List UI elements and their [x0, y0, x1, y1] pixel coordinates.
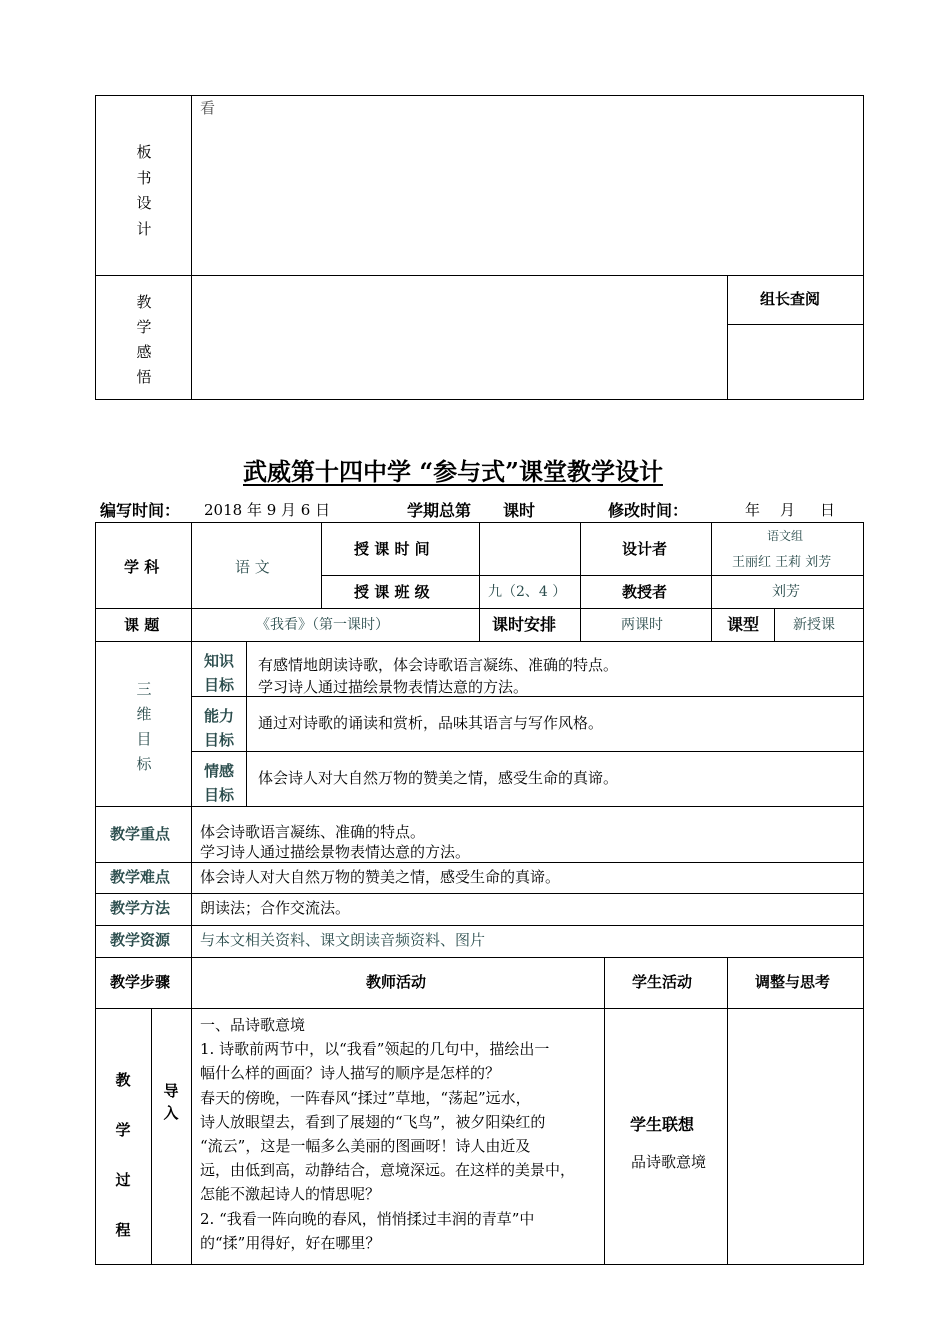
designer-group: 语文组: [767, 529, 804, 543]
revise-day: 日: [820, 501, 836, 519]
emotion-goal-text: 体会诗人对大自然万物的赞美之情，感受生命的真谛。: [258, 769, 619, 787]
label-line: 能力: [204, 707, 235, 725]
subject-label: 学 科: [124, 558, 160, 576]
label-char: 感: [136, 343, 152, 361]
board-design-label: [130, 140, 158, 242]
three-dimension-goals-label: [130, 677, 158, 777]
label-char: 教: [136, 293, 152, 311]
resources-text: 与本文相关资料、课文朗读音频资料、图片: [200, 931, 486, 949]
label-char: 入: [163, 1104, 179, 1122]
activity-line: 一、品诗歌意境: [200, 1016, 306, 1034]
label-char: 计: [136, 219, 152, 238]
designer-label: 设计者: [622, 540, 668, 558]
ability-goal-text: 通过对诗歌的诵读和赏析，品味其语言与写作风格。: [258, 714, 604, 732]
page-title: 武威第十四中学 “参与式”课堂教学设计: [243, 457, 663, 486]
label-char: 目: [136, 730, 152, 748]
teacher-label: 教授者: [622, 583, 668, 601]
label-line: 目标: [204, 731, 235, 749]
class-value: 九（2、4 ）: [488, 584, 567, 600]
teacher-value: 刘芳: [772, 584, 800, 600]
label-line: 目标: [204, 676, 235, 694]
semester-total-label: 学期总第: [407, 501, 472, 520]
key-point-line: 体会诗歌语言凝练、准确的特点。: [200, 823, 426, 841]
method-label: 教学方法: [110, 899, 171, 917]
resources-label: 教学资源: [110, 931, 171, 949]
label-char: 标: [136, 755, 152, 773]
activity-line: 幅什么样的画面？诗人描写的顺序是怎样的？: [200, 1064, 501, 1083]
topic-value: 《我看》（第一课时）: [256, 617, 389, 633]
teacher-activity-text: [200, 1013, 575, 1255]
lesson-count-label: 课时: [503, 501, 536, 520]
emotion-goal-label: [204, 759, 234, 807]
label-char: 程: [115, 1221, 131, 1239]
label-char: 教: [115, 1071, 131, 1089]
key-points-text: [200, 822, 470, 862]
activity-line: 2. “我看一阵向晚的春风，悄悄揉过丰润的青草”中: [200, 1209, 535, 1228]
revise-month: 月: [780, 501, 796, 519]
label-char: 维: [136, 705, 152, 723]
activity-line: “流云”，这是一幅多么美丽的图画呀！诗人由近及: [200, 1137, 531, 1156]
schedule-value: 两课时: [621, 617, 663, 633]
label-char: 悟: [136, 368, 152, 386]
label-char: 过: [115, 1171, 131, 1189]
student-activity-sub: 品诗歌意境: [631, 1153, 707, 1171]
method-text: 朗读法；合作交流法。: [200, 899, 351, 917]
label-char: 三: [136, 680, 152, 698]
teach-time-label: 授 课 时 间: [354, 540, 430, 558]
student-activity-header: 学生活动: [632, 973, 693, 991]
student-activity-title: 学生联想: [630, 1115, 695, 1134]
difficulty-label: 教学难点: [110, 868, 171, 886]
activity-line: 诗人放眼望去，看到了展翅的“飞鸟”，被夕阳染红的: [200, 1112, 546, 1131]
revise-year: 年: [745, 501, 761, 519]
label-line: 目标: [204, 786, 235, 804]
label-char: 书: [136, 168, 152, 187]
knowledge-goal-label: [204, 649, 234, 697]
activity-line: 1. 诗歌前两节中，以“我看”领起的几句中，描绘出一: [200, 1040, 550, 1059]
teaching-process-label: [109, 1055, 137, 1255]
goal-line: 有感情地朗读诗歌，体会诗歌语言凝练、准确的特点。: [258, 656, 619, 674]
teacher-activity-header: 教师活动: [366, 973, 427, 991]
label-char: 导: [163, 1082, 179, 1100]
key-points-label: 教学重点: [110, 825, 171, 843]
class-label: 授 课 班 级: [354, 583, 430, 601]
knowledge-goal-text: [258, 654, 618, 698]
revise-time-label: 修改时间：: [608, 501, 689, 520]
write-time-label: 编写时间：: [100, 501, 181, 520]
board-content: 看: [200, 99, 216, 117]
goal-line: 学习诗人通过描绘景物表情达意的方法。: [258, 678, 529, 696]
schedule-label: 课时安排: [492, 615, 557, 634]
lesson-type-label: 课型: [727, 615, 760, 634]
topic-label: 课 题: [124, 616, 160, 634]
write-time-value: 2018 年 9 月 6 日: [204, 501, 331, 519]
subject-value: 语 文: [235, 558, 270, 576]
intro-label: [157, 1080, 185, 1124]
activity-line: 春天的傍晚，一阵春风“揉过”草地，“荡起”远水，: [200, 1088, 531, 1107]
activity-line: 的“揉”用得好，好在哪里？: [200, 1233, 381, 1252]
label-line: 情感: [204, 762, 235, 780]
adjust-header: 调整与思考: [755, 973, 831, 991]
label-char: 学: [115, 1121, 131, 1139]
activity-line: 怎能不激起诗人的情思呢？: [200, 1185, 381, 1204]
teaching-reflection-label: [130, 290, 158, 390]
difficulty-text: 体会诗人对大自然万物的赞美之情，感受生命的真谛。: [200, 868, 561, 886]
ability-goal-label: [204, 704, 234, 752]
label-char: 设: [136, 194, 152, 212]
label-char: 板: [136, 143, 152, 161]
designer-names: 王丽红 王莉 刘芳: [732, 555, 832, 570]
label-line: 知识: [204, 652, 235, 670]
group-leader-review-label: 组长查阅: [760, 290, 821, 308]
key-point-line: 学习诗人通过描绘景物表情达意的方法。: [200, 843, 471, 861]
lesson-type-value: 新授课: [793, 617, 835, 633]
label-char: 学: [136, 318, 152, 336]
activity-line: 远，由低到高，动静结合，意境深远。在这样的美景中，: [200, 1161, 576, 1180]
steps-header: 教学步骤: [110, 973, 171, 991]
